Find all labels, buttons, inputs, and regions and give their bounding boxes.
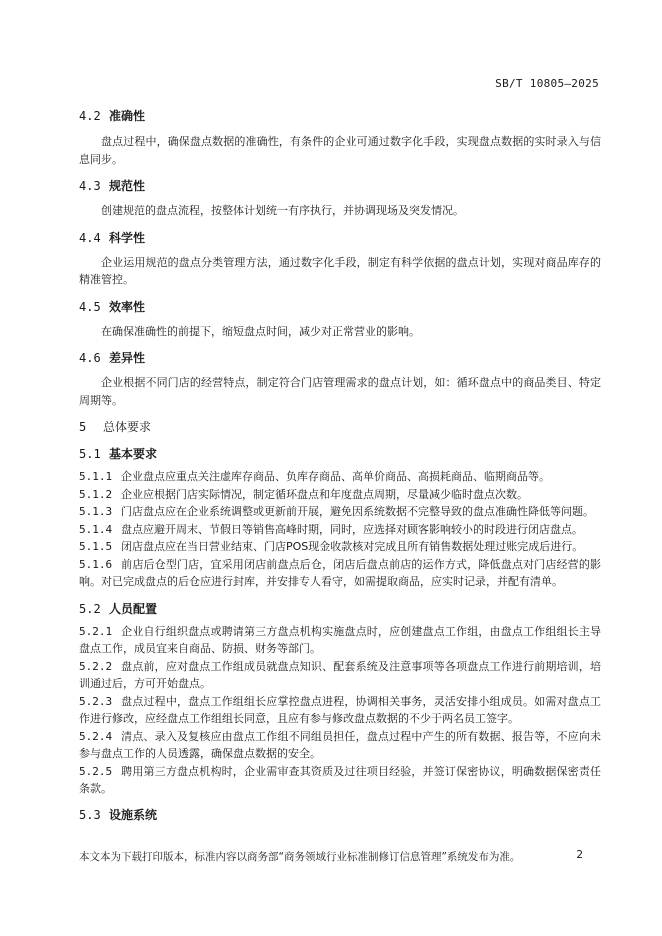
document-body: [79, 100, 601, 824]
section-heading-4-5: [79, 298, 601, 316]
page-footer: [79, 849, 583, 864]
clause-number: 5.2.2: [79, 659, 113, 673]
footer-note: 本文本为下载打印版本，标准内容以商务部“商务领域行业标准制修订信息管理”系统发布为准。: [79, 851, 521, 863]
clause-text: 盘点前，应对盘点工作组成员就盘点知识、配套系统及注意事项等各项盘点工作进行前期培训，培训通过后，方可开始盘点。: [79, 659, 601, 690]
section-heading-4-2: [79, 107, 601, 125]
clause-item: [79, 763, 601, 798]
section-number: 4.2: [79, 109, 101, 123]
clause-item: [79, 693, 601, 728]
section-number: 4.3: [79, 179, 101, 193]
clause-text: 前店后仓型门店，宜采用闭店前盘点后仓，闭店后盘点前店的运作方式，降低盘点对门店经营的影响。对已完成盘点的后仓应进行封库，并安排专人看守，如需提取商品，应实时记录，并配有清单。: [79, 557, 601, 588]
clause-item: [79, 623, 601, 658]
clause-number: 5.1.6: [79, 557, 113, 571]
clause-text: 企业盘点应重点关注虚库存商品、负库存商品、高单价商品、高损耗商品、临期商品等。: [121, 470, 550, 483]
chapter-heading-5: [79, 418, 601, 436]
clause-number: 5.1.3: [79, 505, 113, 518]
section-number: 5.2: [79, 601, 101, 616]
section-title: 科学性: [109, 230, 146, 245]
clause-item: [79, 556, 601, 591]
section-title: 差异性: [109, 351, 146, 365]
clause-list-5-1: [79, 468, 601, 591]
section-paragraph: 盘点过程中，确保盘点数据的准确性，有条件的企业可通过数字化手段，实现盘点数据的实时录入与信息同步。: [79, 135, 601, 166]
clause-text: 盘点过程中，盘点工作组组长应掌控盘点进程，协调相关事务，灵活安排小组成员。如需对盘点工作进行修改，应经盘点工作组组长同意，且应有参与修改盘点数据的不少于两名员工签字。: [79, 694, 601, 725]
clause-item: [79, 521, 601, 539]
section-title: 效率性: [109, 299, 146, 314]
clause-item: [79, 658, 601, 693]
section-number: 5.1: [79, 447, 101, 461]
section-title: 人员配置: [109, 601, 158, 616]
section-paragraph: 在确保准确性的前提下，缩短盘点时间，减少对正常营业的影响。: [101, 324, 420, 338]
section-paragraph: 企业运用规范的盘点分类管理方法，通过数字化手段，制定有科学依据的盘点计划，实现对商品库存的精准管控。: [79, 255, 601, 286]
section-title: 基本要求: [109, 447, 158, 461]
clause-number: 5.2.5: [79, 764, 113, 778]
clause-text: 企业应根据门店实际情况，制定循环盘点和年度盘点周期，尽量减少临时盘点次数。: [121, 487, 528, 501]
clause-item: [79, 503, 601, 521]
section-number: 4.5: [79, 299, 101, 314]
chapter-title: 总体要求: [103, 420, 152, 434]
clause-item: [79, 468, 601, 486]
section-title: 设施系统: [109, 807, 158, 822]
standard-code: SB/T 10805—2025: [495, 77, 599, 90]
clause-number: 5.1.5: [79, 540, 113, 553]
clause-number: 5.2.3: [79, 694, 113, 708]
clause-list-5-2: [79, 623, 601, 798]
section-number: 4.6: [79, 351, 101, 365]
clause-number: 5.1.1: [79, 470, 113, 483]
page-number: 2: [576, 849, 583, 861]
clause-text: 盘点应避开周末、节假日等销售高峰时期，同时，应选择对顾客影响较小的时段进行闭店盘点。: [121, 522, 583, 536]
clause-number: 5.2.1: [79, 624, 113, 638]
section-heading-5-3: [79, 806, 601, 824]
clause-number: 5.1.4: [79, 522, 113, 536]
section-title: 准确性: [109, 109, 146, 123]
section-heading-4-3: [79, 177, 601, 195]
section-title: 规范性: [109, 179, 146, 193]
clause-number: 5.2.4: [79, 729, 113, 743]
chapter-number: 5: [79, 420, 87, 434]
clause-item: [79, 538, 601, 556]
section-number: 5.3: [79, 807, 101, 822]
clause-text: 企业自行组织盘点或聘请第三方盘点机构实施盘点时，应创建盘点工作组，由盘点工作组组长主导盘点工作，成员宜来自商品、防损、财务等部门。: [79, 624, 601, 655]
clause-text: 闭店盘点应在当日营业结束、门店POS现金收款核对完成且所有销售数据处理过账完成后进行。: [121, 540, 584, 553]
section-paragraph: 创建规范的盘点流程，按整体计划统一有序执行，并协调现场及突发情况。: [101, 204, 464, 217]
clause-text: 聘用第三方盘点机构时，企业需审查其资质及过往项目经验，并签订保密协议，明确数据保密责任条款。: [79, 764, 601, 795]
clause-text: 清点、录入及复核应由盘点工作组不同组员担任，盘点过程中产生的所有数据、报告等，不应向未参与盘点工作的人员透露，确保盘点数据的安全。: [79, 729, 601, 760]
section-heading-5-2: [79, 600, 601, 618]
clause-item: [79, 728, 601, 763]
clause-text: 门店盘点应在企业系统调整或更新前开展，避免因系统数据不完整导致的盘点准确性降低等问题。: [121, 505, 594, 518]
section-heading-5-1: [79, 445, 601, 463]
section-heading-4-6: [79, 349, 601, 367]
clause-item: [79, 486, 601, 504]
section-paragraph: 企业根据不同门店的经营特点，制定符合门店管理需求的盘点计划，如：循环盘点中的商品类目、特定周期等。: [79, 376, 601, 407]
section-number: 4.4: [79, 230, 101, 245]
clause-number: 5.1.2: [79, 487, 113, 501]
section-heading-4-4: [79, 229, 601, 247]
